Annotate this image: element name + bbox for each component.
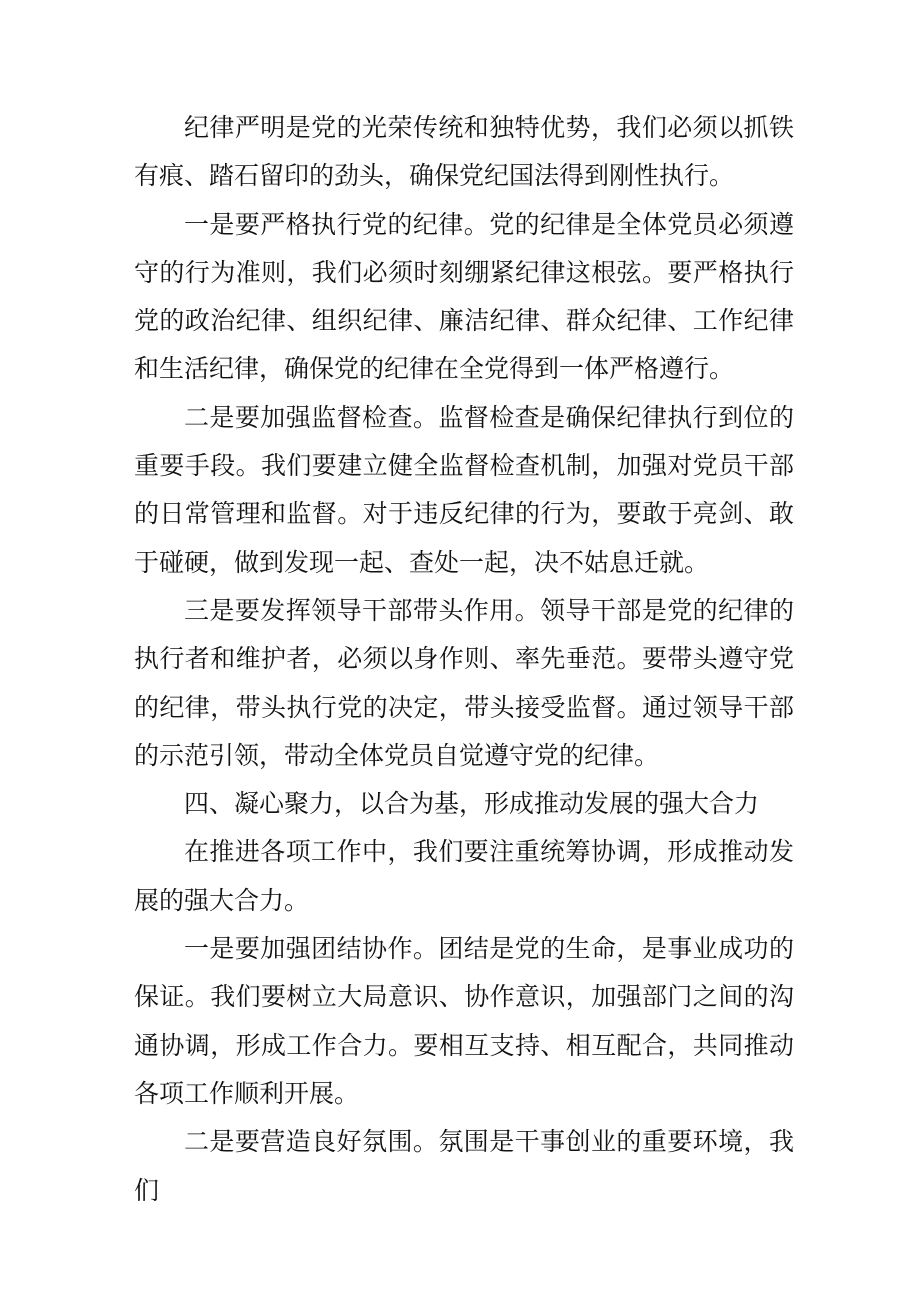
paragraph-enforce-discipline: 一是要严格执行党的纪律。党的纪律是全体党员必须遵守的行为准则，我们必须时刻绷紧纪律这根弦。要严格执行党的政治纪律、组织纪律、廉洁纪律、群众纪律、工作纪律和生活纪律，确保党的纪律在全党得到一体严格遵行。: [134, 209, 794, 384]
document-body: [134, 104, 794, 1215]
paragraph-coordination-intro: 在推进各项工作中，我们要注重统筹协调，形成推动发展的强大合力。: [134, 837, 794, 915]
paragraph-discipline-intro: 纪律严明是党的光荣传统和独特优势，我们必须以抓铁有痕、踏石留印的劲头，确保党纪国法得到刚性执行。: [134, 113, 794, 191]
paragraph-leaders-example: 三是要发挥领导干部带头作用。领导干部是党的纪律的执行者和维护者，必须以身作则、率先垂范。要带头遵守党的纪律，带头执行党的决定，带头接受监督。通过领导干部的示范引领，带动全体党员自觉遵守党的纪律。: [134, 595, 794, 770]
paragraph-teamwork: 一是要加强团结协作。团结是党的生命，是事业成功的保证。我们要树立大局意识、协作意识，加强部门之间的沟通协调，形成工作合力。要相互支持、相互配合，共同推动各项工作顺利开展。: [134, 934, 794, 1108]
paragraph-atmosphere: 二是要营造良好氛围。氛围是干事创业的重要环境，我们: [134, 1127, 794, 1205]
paragraph-supervision: 二是要加强监督检查。监督检查是确保纪律执行到位的重要手段。我们要建立健全监督检查机制，加强对党员干部的日常管理和监督。对于违反纪律的行为，要敢于亮剑、敢于碰硬，做到发现一起、查处一起，决不姑息迁就。: [134, 402, 794, 577]
section-heading-four: 四、凝心聚力，以合为基，形成推动发展的强大合力: [184, 789, 760, 819]
